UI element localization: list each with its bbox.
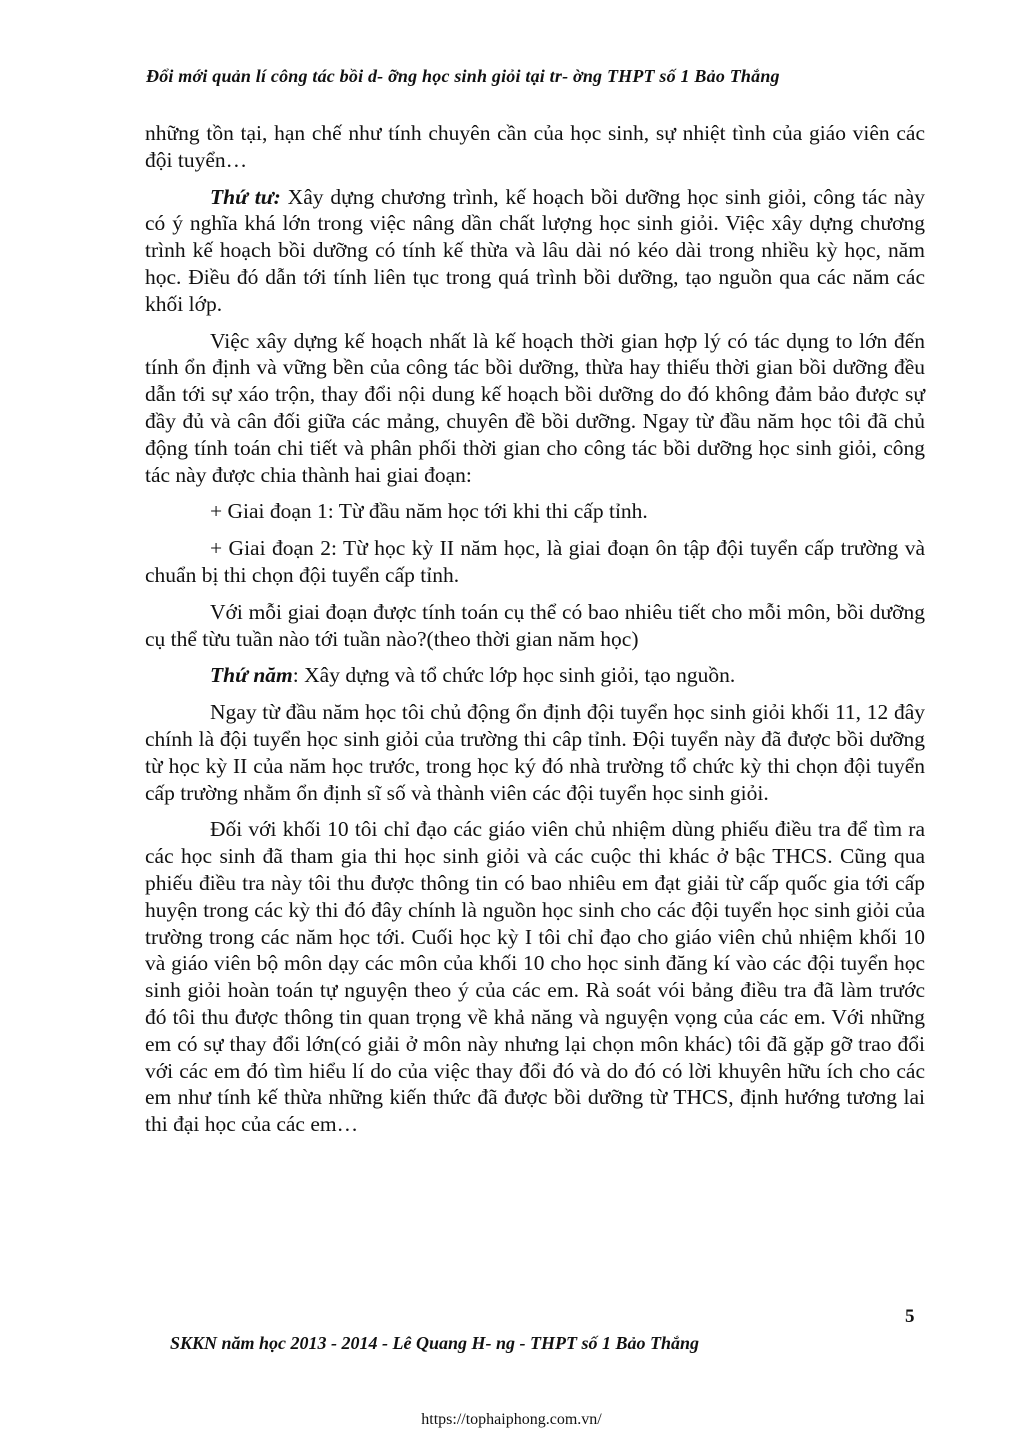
paragraph-2-text: Xây dựng chương trình, kế hoạch bồi dưỡng học sinh giỏi, công tác này có ý nghĩa khá lớn trong việc nâng dần chất lượng học sinh giỏi. Việc xây dựng chương trình kế hoạch bồi dưỡng có tính kế thừa và lâu dài nó kéo dài trong nhiều kỳ học, năm học. Điều đó dẫn tới tính liên tục trong quá trình bồi dưỡng, tạo nguồn qua các năm các khối lớp.	[145, 184, 925, 316]
paragraph-4: + Giai đoạn 1: Từ đầu năm học tới khi thi cấp tỉnh.	[210, 499, 648, 524]
page-number: 5	[905, 1306, 915, 1327]
running-footer: SKKN năm học 2013 - 2014 - Lê Quang H- ng - THPT số 1 Bảo Thắng	[170, 1333, 700, 1353]
paragraph-1: những tồn tại, hạn chế như tính chuyên cần của học sinh, sự nhiệt tình của giáo viên các đội tuyển…	[145, 121, 925, 172]
paragraph-2-lead: Thứ tư:	[210, 184, 281, 209]
paragraph-7	[145, 662, 925, 689]
paragraph-7-lead: Thứ năm	[210, 663, 293, 688]
paragraph-8: Ngay từ đầu năm học tôi chủ động ổn định đội tuyển học sinh giỏi khối 11, 12 đây chính là đội tuyển học sinh giỏi của trường thi câp tỉnh. Đội tuyển này đã được bồi dưỡng từ học kỳ II của năm học trước, trong học ký đó nhà trường tổ chức kỳ thi chọn đội tuyển cấp trường nhằm ổn định sĩ số và thành viên các đội tuyển học sinh giỏi.	[145, 700, 925, 805]
paragraph-5: + Giai đoạn 2: Từ học kỳ II năm học, là giai đoạn ôn tập đội tuyển cấp trường và chuẩn bị thi chọn đội tuyển cấp tỉnh.	[145, 536, 925, 587]
running-header: Đổi mới quản lí công tác bồi d- ỡng học sinh giỏi tại tr- ờng THPT số 1 Bảo Thắng	[146, 66, 780, 86]
source-url[interactable]: https://tophaiphong.com.vn/	[421, 1411, 602, 1428]
page-body	[145, 120, 925, 1148]
paragraph-9: Đối với khối 10 tôi chỉ đạo các giáo viên chủ nhiệm dùng phiếu điều tra để tìm ra các học sinh đã tham gia thi học sinh giỏi và các cuộc thi khác ở bậc THCS. Cũng qua phiếu điều tra này tôi thu được thông tin có bao nhiêu em đạt giải từ cấp quốc gia tới cấp huyện trong các kỳ thi đó đây chính là nguồn học sinh cho các đội tuyển học sinh giỏi của trường trong các năm học tới. Cuối học kỳ I tôi chỉ đạo cho giáo viên chủ nhiệm khối 10 và giáo viên bộ môn dạy các môn của khối 10 cho học sinh đăng kí vào các đội tuyển học sinh giỏi hoàn toán tự nguyện theo ý của các em. Rà soát vói bảng điều tra đã làm trước đó tôi thu được thông tin quan trọng về khả năng và nguyện vọng của các em. Với những em có sự thay đổi lớn(có giải ở môn này nhưng lại chọn môn khác) tôi đã gặp gỡ trao đổi với các em đó tìm hiểu lí do của việc thay đổi đó và do đó có lời khuyên hữu ích cho các em như tính kế thừa những kiến thức đã được bồi dưỡng từ THCS, định hướng tương lai thi đại học của các em…	[145, 817, 925, 1137]
paragraph-2	[145, 184, 925, 318]
paragraph-7-text: : Xây dựng và tổ chức lớp học sinh giỏi, tạo nguồn.	[292, 663, 736, 688]
paragraph-3: Việc xây dựng kế hoạch nhất là kế hoạch thời gian hợp lý có tác dụng to lớn đến tính ổn định và vững bền của công tác bồi dưỡng, thừa hay thiếu thời gian bồi dưỡng đều dẫn tới sự xáo trộn, thay đổi nội dung kế hoạch bồi dưỡng do đó không đảm bảo được sự đầy đủ và cân đối giữa các mảng, chuyên đề bồi dưỡng. Ngay từ đầu năm học tôi đã chủ động tính toán chi tiết và phân phối thời gian cho công tác bồi dưỡng học sinh giỏi, công tác này được chia thành hai giai đoạn:	[145, 328, 925, 487]
paragraph-6: Với mỗi giai đoạn được tính toán cụ thể có bao nhiêu tiết cho mỗi môn, bồi dưỡng cụ thể từu tuần nào tới tuần nào?(theo thời gian năm học)	[145, 599, 925, 651]
